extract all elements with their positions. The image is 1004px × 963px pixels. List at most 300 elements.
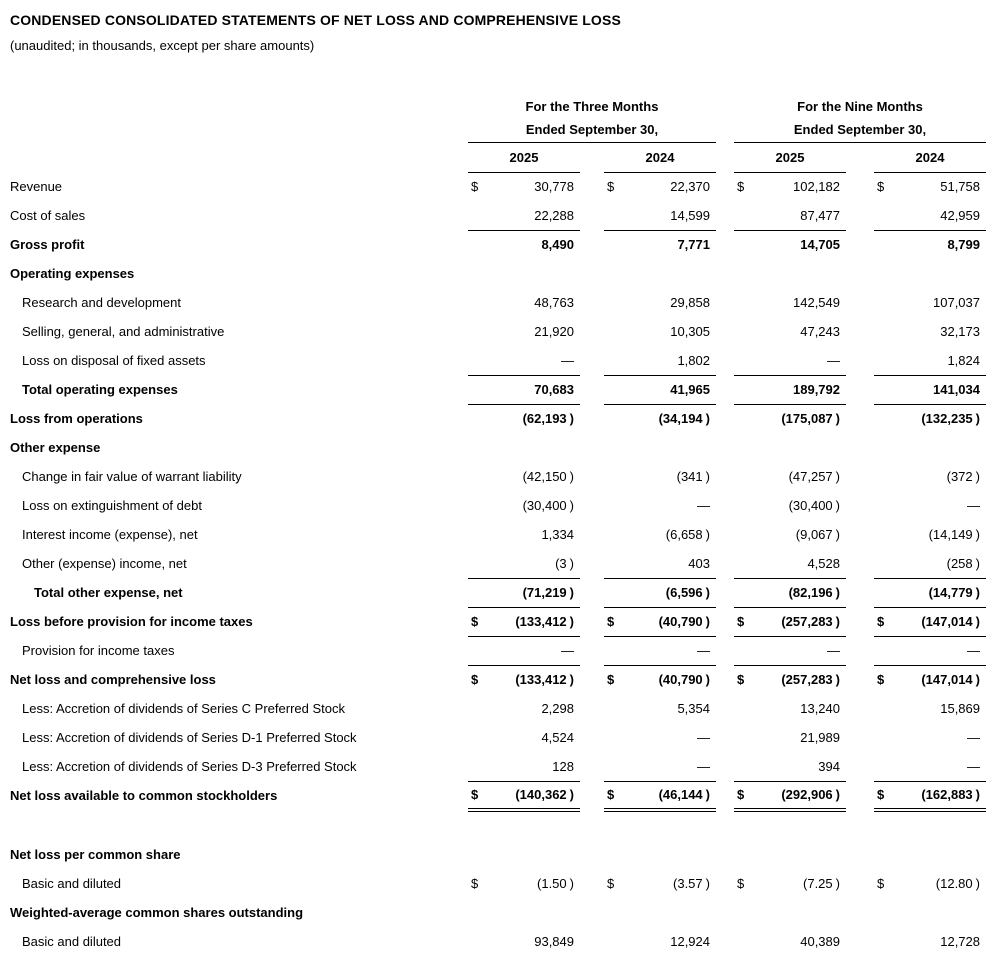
row-label: Weighted-average common shares outstanding [10,905,304,920]
cell-value [874,201,986,230]
spacer-row [10,810,986,840]
value: 41,965 [670,382,710,397]
cell-value [468,433,580,462]
dollar-sign: $ [471,179,479,195]
column-gap [580,172,604,201]
cell-value [604,607,716,636]
dollar-sign: $ [737,672,745,688]
cell-value [604,927,716,956]
value: 12,728 [940,934,980,949]
value: (257,283 ) [781,672,840,688]
value: 14,705 [800,237,840,253]
value: (71,219 ) [522,585,574,600]
cell-value [468,869,580,898]
column-gap [846,433,874,462]
value: 21,920 [534,324,574,339]
table-row [10,869,986,898]
column-gap [716,636,734,665]
value: — [561,643,574,658]
cell-value [874,723,986,752]
cell-value [734,288,846,317]
column-gap [846,636,874,665]
value: 30,778 [534,179,574,195]
value: (1.50 ) [537,876,574,891]
column-gap [846,549,874,578]
close-paren: ) [705,411,710,427]
dollar-sign: $ [737,787,745,803]
close-paren: ) [835,411,840,427]
value: 32,173 [940,324,980,339]
value: 4,524 [541,730,574,745]
column-gap [580,230,604,259]
column-gap [580,288,604,317]
column-gap [580,752,604,781]
cell-value [734,578,846,607]
column-gap [580,607,604,636]
cell-value [604,433,716,462]
cell-value [874,752,986,781]
value: (3 ) [555,555,574,571]
year-header: 2025 [468,142,580,172]
dollar-sign: $ [877,672,885,688]
cell-value [734,491,846,520]
column-gap [716,927,734,956]
value: 93,849 [534,934,574,949]
column-gap [846,781,874,810]
value: — [967,498,980,513]
cell-value [734,317,846,346]
column-gap [580,781,604,810]
value: (7.25 ) [803,876,840,891]
value: (258 ) [946,555,980,571]
row-label: Basic and diluted [22,934,122,949]
table-row [10,433,986,462]
value: (133,412 ) [515,672,574,688]
close-paren: ) [975,787,980,803]
value: (40,790 ) [658,672,710,688]
table-row [10,723,986,752]
column-gap [716,491,734,520]
cell-value [734,201,846,230]
cell-value [468,288,580,317]
dollar-sign: $ [607,614,615,629]
cell-value [734,898,846,927]
table-row [10,752,986,781]
column-gap [846,462,874,491]
cell-value [734,172,846,201]
cell-value [874,578,986,607]
cell-value [874,462,986,491]
value: (62,193 ) [522,411,574,427]
value: 13,240 [800,701,840,716]
close-paren: ) [975,585,980,600]
close-paren: ) [569,787,574,803]
row-label: Selling, general, and administrative [22,324,225,339]
table-row [10,172,986,201]
column-gap [580,549,604,578]
column-gap [580,636,604,665]
value: 1,824 [947,352,980,368]
row-label: Interest income (expense), net [22,527,198,542]
row-label: Research and development [22,295,181,310]
value: 22,288 [534,207,574,223]
dollar-sign: $ [877,179,885,195]
column-gap [846,840,874,869]
cell-value [468,752,580,781]
column-gap [846,288,874,317]
value: (257,283 ) [781,614,840,629]
close-paren: ) [835,787,840,803]
value: 47,243 [800,324,840,339]
close-paren: ) [705,527,710,542]
cell-value [468,781,580,810]
column-gap [846,694,874,723]
group-gap [716,94,734,118]
corner-cell [10,118,468,142]
cell-value [468,404,580,433]
column-gap [846,230,874,259]
close-paren: ) [705,787,710,803]
close-paren: ) [569,469,574,484]
close-paren: ) [975,614,980,629]
cell-value [734,869,846,898]
close-paren: ) [835,498,840,513]
cell-value [468,491,580,520]
column-gap [716,462,734,491]
cell-value [604,462,716,491]
column-gap [716,665,734,694]
column-gap [580,898,604,927]
cell-value [874,346,986,375]
cell-value [604,636,716,665]
corner-cell [10,142,468,172]
year-header: 2024 [604,142,716,172]
value: — [697,758,710,774]
table-row [10,636,986,665]
cell-value [468,317,580,346]
cell-value [874,927,986,956]
column-gap [716,781,734,810]
value: (175,087 ) [781,411,840,427]
close-paren: ) [835,614,840,629]
value: 394 [818,758,840,774]
value: (341 ) [676,469,710,484]
column-gap [716,230,734,259]
table-row [10,520,986,549]
value: 51,758 [940,179,980,195]
table-row [10,346,986,375]
value: 1,334 [541,527,574,542]
value: (162,883 ) [921,787,980,803]
cell-value [604,752,716,781]
column-gap [580,491,604,520]
value: 10,305 [670,324,710,339]
cell-value [874,259,986,288]
close-paren: ) [835,469,840,484]
close-paren: ) [569,672,574,688]
column-gap [716,172,734,201]
table-row [10,694,986,723]
column-gap [846,259,874,288]
value: 22,370 [670,179,710,195]
close-paren: ) [975,672,980,688]
value: 7,771 [677,237,710,253]
table-row [10,607,986,636]
row-label: Revenue [10,179,63,194]
column-gap [716,520,734,549]
cell-value [874,230,986,259]
row-label: Less: Accretion of dividends of Series C Preferred Stock [22,701,345,716]
close-paren: ) [569,614,574,629]
column-gap [580,927,604,956]
cell-value [734,927,846,956]
cell-value [874,491,986,520]
dollar-sign: $ [607,672,615,688]
column-gap [846,491,874,520]
value: (82,196 ) [788,585,840,600]
value: 141,034 [933,382,980,397]
group-gap [716,118,734,142]
column-group-subtitle: Ended September 30, [468,118,716,142]
value: (9,067 ) [795,527,840,542]
value: — [697,730,710,745]
value: (30,400 ) [522,498,574,513]
value: — [967,758,980,774]
close-paren: ) [705,672,710,688]
cell-value [468,520,580,549]
cell-value [874,898,986,927]
cell-value [604,898,716,927]
cell-value [468,172,580,201]
column-gap [716,142,734,172]
cell-value [468,230,580,259]
cell-value [734,259,846,288]
cell-value [604,781,716,810]
table-row [10,288,986,317]
cell-value [468,375,580,404]
column-gap [716,201,734,230]
close-paren: ) [975,469,980,484]
column-gap [846,172,874,201]
cell-value [734,665,846,694]
column-gap [846,375,874,404]
column-gap [580,869,604,898]
close-paren: ) [975,876,980,891]
column-gap [716,375,734,404]
year-header: 2024 [874,142,986,172]
dollar-sign: $ [877,787,885,803]
cell-value [604,172,716,201]
cell-value [604,578,716,607]
cell-value [468,201,580,230]
column-gap [846,723,874,752]
column-gap [716,898,734,927]
value: (133,412 ) [515,614,574,629]
value: 40,389 [800,934,840,949]
cell-value [468,927,580,956]
cell-value [604,404,716,433]
cell-value [468,694,580,723]
value: 102,182 [793,179,840,195]
value: 8,799 [947,237,980,253]
close-paren: ) [705,876,710,891]
column-gap [716,549,734,578]
cell-value [874,433,986,462]
row-label: Change in fair value of warrant liability [22,469,242,484]
table-row [10,201,986,230]
cell-value [468,549,580,578]
cell-value [468,259,580,288]
dollar-sign: $ [471,876,479,891]
row-label: Loss on extinguishment of debt [22,498,202,513]
value: 2,298 [541,701,574,716]
dollar-sign: $ [607,787,615,803]
cell-value [874,781,986,810]
cell-value [874,607,986,636]
column-gap [846,520,874,549]
value: 189,792 [793,382,840,397]
column-gap [716,694,734,723]
value: (132,235 ) [921,411,980,427]
value: 42,959 [940,207,980,223]
table-row [10,230,986,259]
cell-value [734,549,846,578]
cell-value [734,230,846,259]
column-group-title: For the Three Months [525,98,659,114]
column-gap [716,752,734,781]
row-label: Cost of sales [10,208,86,223]
close-paren: ) [835,672,840,688]
close-paren: ) [705,585,710,600]
table-row [10,665,986,694]
dollar-sign: $ [877,614,885,629]
value: (14,779 ) [928,585,980,600]
column-gap [846,142,874,172]
cell-value [874,317,986,346]
cell-value [468,723,580,752]
column-gap [580,433,604,462]
statement-title: CONDENSED CONSOLIDATED STATEMENTS OF NET LOSS AND COMPREHENSIVE LOSS [10,12,621,28]
close-paren: ) [975,555,980,571]
column-gap [846,869,874,898]
column-gap [580,404,604,433]
cell-value [604,840,716,869]
column-gap [846,898,874,927]
cell-value [734,694,846,723]
value: 12,924 [670,934,710,949]
column-gap [846,752,874,781]
value: 142,549 [793,295,840,310]
table-row [10,840,986,869]
value: 403 [688,555,710,571]
value: 1,802 [677,352,710,368]
close-paren: ) [569,555,574,571]
cell-value [604,869,716,898]
statement-table [10,94,986,956]
column-gap [580,578,604,607]
column-gap [580,142,604,172]
column-gap [846,665,874,694]
cell-value [604,491,716,520]
row-label: Less: Accretion of dividends of Series D-1 Preferred Stock [22,730,357,745]
cell-value [604,723,716,752]
year-header: 2025 [734,142,846,172]
row-label: Gross profit [10,237,85,252]
cell-value [468,636,580,665]
value: (12.80 ) [935,876,980,891]
column-gap [716,433,734,462]
column-gap [716,259,734,288]
column-gap [580,665,604,694]
dollar-sign: $ [737,876,745,891]
value: 70,683 [534,382,574,397]
value: 4,528 [807,555,840,571]
value: (6,658 ) [665,527,710,542]
value: 8,490 [541,237,574,253]
value: 87,477 [800,207,840,223]
value: 15,869 [940,701,980,716]
value: 107,037 [933,295,980,310]
cell-value [874,549,986,578]
row-label: Less: Accretion of dividends of Series D-3 Preferred Stock [22,759,357,774]
close-paren: ) [835,876,840,891]
row-label: Loss on disposal of fixed assets [22,353,206,368]
value: 5,354 [677,701,710,716]
value: (372 ) [946,469,980,484]
column-group-title: For the Nine Months [797,98,923,114]
close-paren: ) [975,527,980,542]
column-gap [580,694,604,723]
close-paren: ) [705,614,710,629]
dollar-sign: $ [737,614,745,629]
value: — [827,352,840,368]
table-row [10,375,986,404]
cell-value [734,375,846,404]
value: 21,989 [800,730,840,745]
cell-value [734,404,846,433]
column-gap [846,201,874,230]
value: (6,596 ) [665,585,710,600]
row-label: Loss before provision for income taxes [10,614,253,629]
cell-value [874,840,986,869]
column-gap [580,462,604,491]
table-row [10,462,986,491]
cell-value [734,752,846,781]
value: — [561,352,574,368]
cell-value [874,375,986,404]
cell-value [874,404,986,433]
value: 128 [552,758,574,774]
column-gap [846,927,874,956]
cell-value [604,201,716,230]
value: — [697,643,710,658]
cell-value [604,549,716,578]
row-label: Other (expense) income, net [22,556,187,571]
table-row [10,927,986,956]
close-paren: ) [835,585,840,600]
dollar-sign: $ [471,787,479,803]
value: (34,194 ) [658,411,710,427]
value: (42,150 ) [522,469,574,484]
value: 14,599 [670,207,710,223]
value: (3.57 ) [673,876,710,891]
cell-value [468,665,580,694]
row-label: Loss from operations [10,411,143,426]
row-label: Net loss per common share [10,847,181,862]
cell-value [874,665,986,694]
cell-value [468,607,580,636]
cell-value [874,694,986,723]
